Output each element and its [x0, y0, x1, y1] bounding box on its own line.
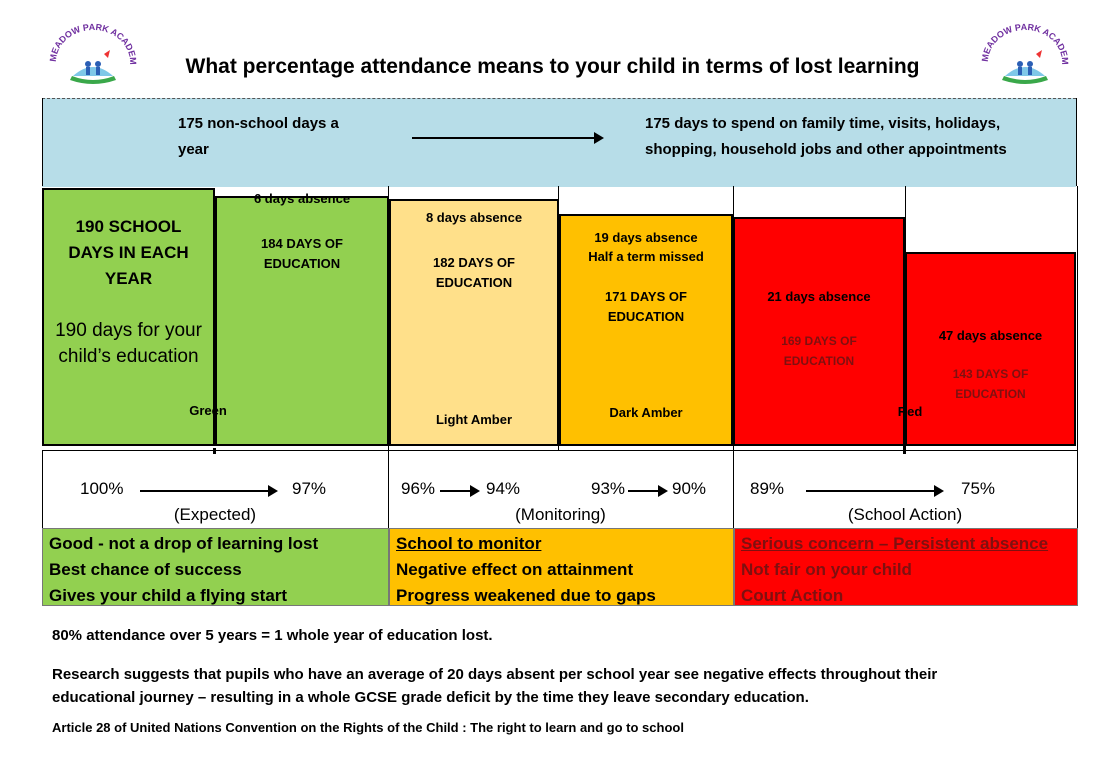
- footer-line-2: Research suggests that pupils who have an average of 20 days absent per school year see negative effects throughout their: [52, 666, 938, 683]
- pct-75: 75%: [961, 479, 996, 498]
- bar-label-184-line2: EDUCATION: [263, 256, 341, 271]
- bar-190-line3: YEAR: [104, 269, 153, 288]
- absence-label-19-line1: 19 days absence: [594, 230, 698, 245]
- bar-label-182-line2: EDUCATION: [435, 275, 513, 290]
- bar-label-171-line1: 171 DAYS OF: [605, 289, 687, 304]
- pct-90: 90%: [672, 479, 707, 498]
- grid-line: [1076, 98, 1077, 186]
- bar-label-182-line1: 182 DAYS OF: [433, 255, 515, 270]
- message-red-3: Court Action: [741, 586, 844, 605]
- message-box-red: [734, 528, 1078, 606]
- bar-label-184: [215, 234, 389, 274]
- pct-93: 93%: [591, 479, 626, 498]
- grid-line: [42, 450, 1077, 451]
- zone-label-green: Green: [189, 403, 227, 418]
- message-green-2: Best chance of success: [49, 560, 242, 579]
- school-logo-right: [980, 18, 1070, 90]
- pct-89: 89%: [750, 479, 785, 498]
- banner-left-line2: year: [178, 141, 209, 158]
- message-green-1: Good - not a drop of learning lost: [49, 534, 319, 553]
- arrow-icon: [628, 490, 666, 492]
- footer-line-1: 80% attendance over 5 years = 1 whole year of education lost.: [52, 627, 493, 644]
- non-school-days-banner: [42, 98, 1076, 187]
- logo-emblem: [48, 18, 138, 90]
- message-red-1: Serious concern – Persistent absence: [741, 534, 1049, 553]
- pct-96: 96%: [401, 479, 436, 498]
- page-title: What percentage attendance means to your child in terms of lost learning: [185, 55, 920, 78]
- logo-text-left: MEADOW PARK ACADEM: [48, 21, 138, 65]
- footer-line-4: Article 28 of United Nations Convention on the Rights of the Child : The right to learn and go to school: [52, 720, 684, 735]
- message-red-2: Not fair on your child: [741, 560, 912, 579]
- zone-label-red: Red: [897, 404, 923, 419]
- arrow-icon: [806, 490, 942, 492]
- category-monitoring: (Monitoring): [515, 505, 606, 524]
- bar-label-184-line1: 184 DAYS OF: [261, 236, 343, 251]
- bar-190-line2: DAYS IN EACH: [68, 243, 189, 262]
- bar-label-169: [733, 331, 905, 371]
- bar-label-182: [389, 253, 559, 293]
- bar-182-days: [389, 199, 559, 446]
- banner-right-text: [645, 111, 1007, 163]
- bar-190-title: [42, 214, 215, 292]
- bar-label-171-line2: EDUCATION: [607, 309, 685, 324]
- arrow-icon: [140, 490, 276, 492]
- bar-label-143-line2: EDUCATION: [955, 387, 1026, 401]
- bar-label-143-line1: 143 DAYS OF: [952, 367, 1029, 381]
- pct-94: 94%: [486, 479, 521, 498]
- message-amber-1: School to monitor: [396, 534, 542, 553]
- bar-190-sub1: 190 days for your: [55, 320, 202, 341]
- bar-190-line1: 190 SCHOOL: [75, 217, 182, 236]
- category-school-action: (School Action): [847, 505, 963, 524]
- bar-label-169-line2: EDUCATION: [783, 354, 855, 368]
- bar-190-sub2: child’s education: [58, 346, 199, 367]
- message-amber-2: Negative effect on attainment: [396, 560, 634, 579]
- bar-label-143: [905, 364, 1076, 404]
- logo-emblem: [980, 18, 1070, 90]
- banner-left-text: [178, 111, 339, 163]
- banner-right-line2: shopping, household jobs and other appointments: [645, 141, 1007, 158]
- bar-label-171: [559, 287, 733, 327]
- bar-190-subtitle: [42, 318, 215, 370]
- tick-mark: [213, 448, 216, 454]
- absence-label-19-line2: Half a term missed: [588, 249, 704, 264]
- absence-label-21: 21 days absence: [767, 289, 871, 304]
- pct-100: 100%: [80, 479, 124, 498]
- message-box-amber: [389, 528, 734, 606]
- message-box-green: [42, 528, 389, 606]
- absence-label-47: 47 days absence: [938, 328, 1043, 343]
- tick-mark: [903, 436, 906, 454]
- absence-label-8: 8 days absence: [425, 210, 523, 225]
- pct-97: 97%: [292, 479, 327, 498]
- zone-label-dark-amber: Dark Amber: [609, 405, 683, 420]
- absence-label-19: [559, 228, 733, 266]
- footer-line-3: educational journey – resulting in a whole GCSE grade deficit by the time they leave secondary education.: [52, 689, 809, 706]
- zone-label-light-amber: Light Amber: [435, 412, 513, 427]
- footer-paragraph: [52, 663, 937, 709]
- absence-label-6: 6 days absence: [253, 191, 351, 206]
- category-expected: (Expected): [173, 505, 257, 524]
- banner-right-line1: 175 days to spend on family time, visits, holidays,: [645, 115, 1001, 132]
- arrow-icon: [440, 490, 478, 492]
- banner-arrow-icon: [412, 137, 602, 139]
- logo-text-right: MEADOW PARK ACADEM: [980, 21, 1070, 65]
- school-logo-left: [48, 18, 138, 90]
- bar-label-169-line1: 169 DAYS OF: [781, 334, 857, 348]
- grid-line: [42, 98, 43, 186]
- banner-left-line1: 175 non-school days a: [178, 115, 339, 132]
- message-green-3: Gives your child a flying start: [49, 586, 288, 605]
- message-amber-3: Progress weakened due to gaps: [396, 586, 656, 605]
